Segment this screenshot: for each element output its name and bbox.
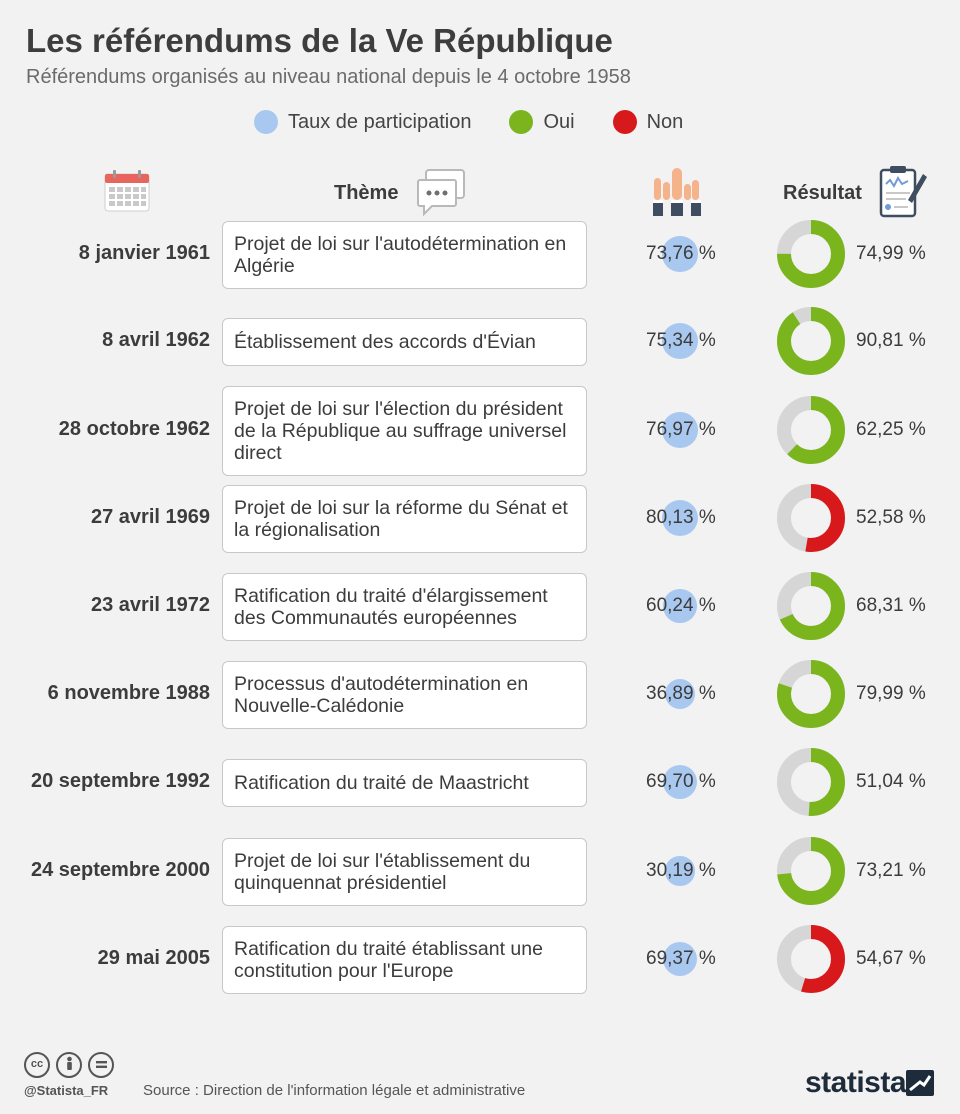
legend-item-yes xyxy=(509,110,574,134)
row-theme: Établissement des accords d'Évian xyxy=(222,318,587,366)
row-theme: Projet de loi sur la réforme du Sénat et la régionalisation xyxy=(222,485,587,553)
theme-column-header: Thème xyxy=(334,182,399,204)
legend-swatch-no xyxy=(613,110,637,134)
row-date: 6 novembre 1988 xyxy=(47,682,210,704)
participation-value: 75,34 % xyxy=(646,330,716,351)
result-value: 62,25 % xyxy=(856,419,926,440)
row-date: 8 avril 1962 xyxy=(102,329,210,351)
license-icons xyxy=(24,1052,120,1078)
result-donut xyxy=(776,306,846,376)
participation-cell xyxy=(630,851,730,891)
participation-value: 76,97 % xyxy=(646,419,716,440)
result-value: 90,81 % xyxy=(856,330,926,351)
result-value: 51,04 % xyxy=(856,771,926,792)
participation-cell xyxy=(630,498,730,538)
participation-cell xyxy=(630,321,730,361)
source-note: Source : Direction de l'information légale et administrative xyxy=(143,1082,526,1099)
participation-cell xyxy=(630,939,730,979)
row-date: 28 octobre 1962 xyxy=(58,418,210,440)
participation-value: 36,89 % xyxy=(646,683,716,704)
legend-label-no: Non xyxy=(646,110,684,133)
participation-value: 30,19 % xyxy=(646,860,716,881)
participation-cell xyxy=(630,674,730,714)
chart-title: Les référendums de la Ve République xyxy=(26,22,613,59)
participation-value: 60,24 % xyxy=(646,595,716,616)
statista-handle: @Statista_FR xyxy=(24,1083,109,1098)
result-value: 68,31 % xyxy=(856,595,926,616)
result-donut xyxy=(776,924,846,994)
row-theme: Processus d'autodétermination en Nouvelle-Calédonie xyxy=(222,661,587,729)
participation-cell xyxy=(630,762,730,802)
statista-logo-icon xyxy=(906,1070,934,1096)
legend-label-participation: Taux de participation xyxy=(288,110,472,133)
calendar-icon xyxy=(104,170,150,212)
participation-value: 69,70 % xyxy=(646,771,716,792)
result-value: 52,58 % xyxy=(856,507,926,528)
raised-hands-icon xyxy=(650,164,704,218)
legend-swatch-yes xyxy=(509,110,533,134)
row-date: 29 mai 2005 xyxy=(97,947,210,969)
result-donut xyxy=(776,571,846,641)
row-theme: Projet de loi sur l'établissement du quinquennat présidentiel xyxy=(222,838,587,906)
legend-swatch-participation xyxy=(254,110,278,134)
result-donut xyxy=(776,659,846,729)
row-date: 24 septembre 2000 xyxy=(30,859,210,881)
row-theme: Ratification du traité établissant une constitution pour l'Europe xyxy=(222,926,587,994)
row-date: 20 septembre 1992 xyxy=(30,770,210,792)
row-date: 27 avril 1969 xyxy=(91,506,210,528)
clipboard-icon xyxy=(878,164,928,218)
row-theme: Ratification du traité d'élargissement des Communautés européennes xyxy=(222,573,587,641)
creative-commons-icon: cc xyxy=(24,1052,50,1078)
participation-value: 73,76 % xyxy=(646,243,716,264)
row-date: 8 janvier 1961 xyxy=(78,242,210,264)
participation-value: 69,37 % xyxy=(646,948,716,969)
speech-bubble-icon xyxy=(416,168,466,216)
legend-item-no xyxy=(613,110,684,134)
legend-item-participation xyxy=(254,110,471,134)
participation-value: 80,13 % xyxy=(646,507,716,528)
result-value: 79,99 % xyxy=(856,683,926,704)
result-value: 54,67 % xyxy=(856,948,926,969)
result-value: 74,99 % xyxy=(856,243,926,264)
row-theme: Projet de loi sur l'élection du président de la République au suffrage universel direct xyxy=(222,386,587,476)
chart-subtitle: Référendums organisés au niveau national depuis le 4 octobre 1958 xyxy=(26,66,631,88)
result-value: 73,21 % xyxy=(856,860,926,881)
participation-cell xyxy=(630,410,730,450)
no-derivatives-icon xyxy=(88,1052,114,1078)
statista-logo-text: statista xyxy=(805,1066,907,1099)
legend xyxy=(254,110,721,134)
result-column-header: Résultat xyxy=(783,182,862,204)
row-date: 23 avril 1972 xyxy=(91,594,210,616)
attribution-icon xyxy=(56,1052,82,1078)
result-donut xyxy=(776,219,846,289)
result-donut xyxy=(776,483,846,553)
legend-label-yes: Oui xyxy=(543,110,575,133)
row-theme: Ratification du traité de Maastricht xyxy=(222,759,587,807)
donut-result-arc xyxy=(784,314,838,368)
result-donut xyxy=(776,395,846,465)
row-theme: Projet de loi sur l'autodétermination en Algérie xyxy=(222,221,587,289)
result-donut xyxy=(776,836,846,906)
participation-cell xyxy=(630,234,730,274)
participation-cell xyxy=(630,586,730,626)
result-donut xyxy=(776,747,846,817)
